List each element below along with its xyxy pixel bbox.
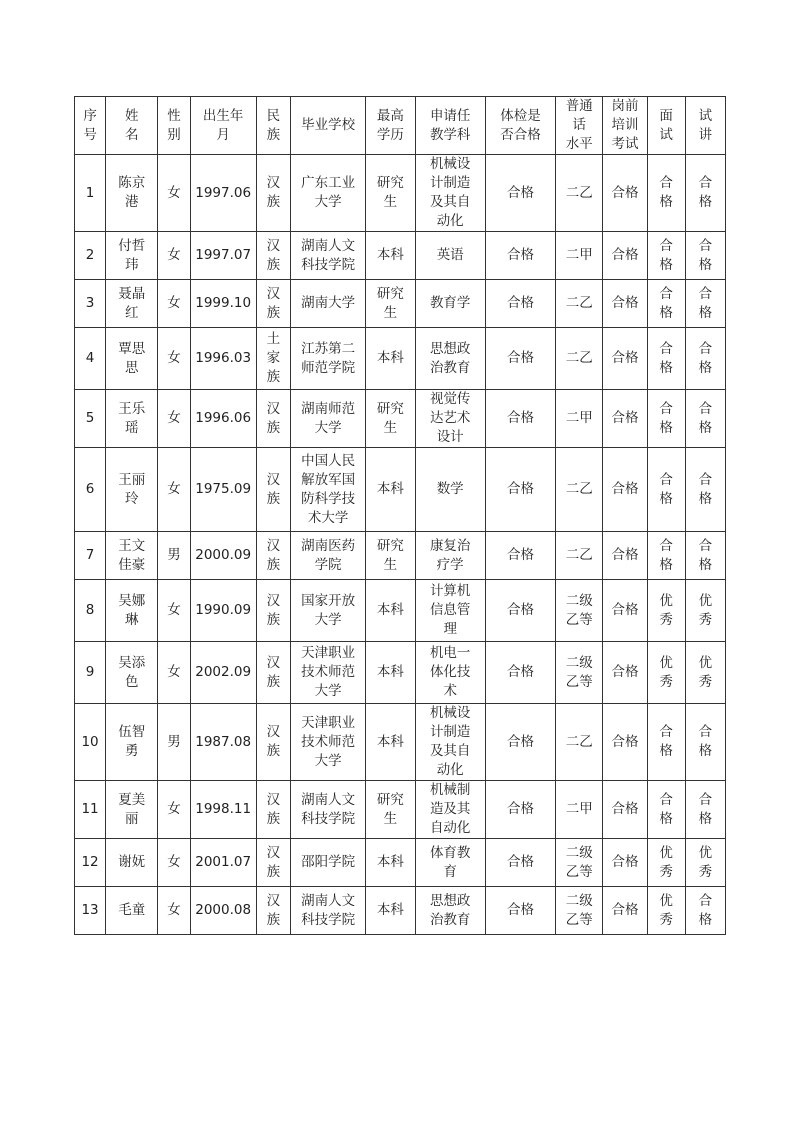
cell-name: 毛童 [106,887,158,935]
cell-education: 本科 [366,232,415,280]
table-row [75,532,726,580]
cell-mandarin-level: 二乙 [556,704,603,781]
cell-interview: 合 格 [647,704,685,781]
cell-health-check: 合格 [485,580,555,642]
cell-birth-date: 2000.08 [190,887,256,935]
column-header-gender: 性 别 [158,97,190,155]
cell-index: 5 [75,390,106,448]
cell-subject: 数学 [415,448,485,532]
cell-index: 7 [75,532,106,580]
cell-birth-date: 2002.09 [190,642,256,704]
cell-subject: 机械设 计制造 及其自 动化 [415,704,485,781]
cell-name: 陈京 港 [106,155,158,232]
cell-interview: 优 秀 [647,839,685,887]
cell-name: 王乐 瑶 [106,390,158,448]
cell-health-check: 合格 [485,642,555,704]
cell-name: 聂晶 红 [106,280,158,328]
cell-index: 11 [75,781,106,839]
column-header-subject: 申请任 教学科 [415,97,485,155]
column-header-interview: 面 试 [647,97,685,155]
cell-school: 湖南人文 科技学院 [290,232,365,280]
cell-interview: 合 格 [647,448,685,532]
cell-education: 本科 [366,328,415,390]
cell-school: 湖南医药 学院 [290,532,365,580]
cell-ethnicity: 汉 族 [256,839,290,887]
cell-trial-lecture: 合 格 [685,532,725,580]
cell-ethnicity: 汉 族 [256,448,290,532]
cell-index: 9 [75,642,106,704]
table-row [75,155,726,232]
cell-mandarin-level: 二乙 [556,448,603,532]
cell-school: 江苏第二 师范学院 [290,328,365,390]
cell-gender: 女 [158,390,190,448]
cell-ethnicity: 土 家 族 [256,328,290,390]
cell-subject: 英语 [415,232,485,280]
cell-health-check: 合格 [485,532,555,580]
cell-training-exam: 合格 [603,155,647,232]
column-header-training-exam: 岗前 培训 考试 [603,97,647,155]
cell-gender: 女 [158,448,190,532]
column-header-trial-lecture: 试 讲 [685,97,725,155]
cell-mandarin-level: 二级 乙等 [556,642,603,704]
table-row [75,839,726,887]
cell-ethnicity: 汉 族 [256,390,290,448]
column-header-index: 序 号 [75,97,106,155]
cell-ethnicity: 汉 族 [256,280,290,328]
cell-index: 6 [75,448,106,532]
cell-birth-date: 1987.08 [190,704,256,781]
cell-school: 湖南人文 科技学院 [290,781,365,839]
cell-name: 付哲 玮 [106,232,158,280]
column-header-ethnicity: 民 族 [256,97,290,155]
cell-name: 王丽 玲 [106,448,158,532]
cell-mandarin-level: 二级 乙等 [556,839,603,887]
cell-interview: 优 秀 [647,642,685,704]
cell-gender: 女 [158,232,190,280]
cell-birth-date: 1998.11 [190,781,256,839]
cell-mandarin-level: 二乙 [556,328,603,390]
cell-birth-date: 1996.06 [190,390,256,448]
cell-ethnicity: 汉 族 [256,232,290,280]
cell-index: 13 [75,887,106,935]
cell-training-exam: 合格 [603,532,647,580]
cell-training-exam: 合格 [603,704,647,781]
table-row [75,887,726,935]
cell-ethnicity: 汉 族 [256,887,290,935]
cell-trial-lecture: 合 格 [685,328,725,390]
cell-school: 湖南师范 大学 [290,390,365,448]
cell-subject: 康复治 疗学 [415,532,485,580]
column-header-birth-date: 出生年 月 [190,97,256,155]
cell-mandarin-level: 二乙 [556,532,603,580]
column-header-school: 毕业学校 [290,97,365,155]
cell-ethnicity: 汉 族 [256,155,290,232]
cell-gender: 女 [158,155,190,232]
column-header-education: 最高 学历 [366,97,415,155]
cell-subject: 计算机 信息管 理 [415,580,485,642]
cell-mandarin-level: 二甲 [556,390,603,448]
column-header-name: 姓 名 [106,97,158,155]
table-row [75,328,726,390]
cell-birth-date: 1997.07 [190,232,256,280]
cell-interview: 优 秀 [647,580,685,642]
cell-education: 本科 [366,580,415,642]
cell-subject: 思想政 治教育 [415,887,485,935]
cell-school: 中国人民 解放军国 防科学技 术大学 [290,448,365,532]
cell-interview: 合 格 [647,532,685,580]
cell-education: 本科 [366,839,415,887]
cell-ethnicity: 汉 族 [256,781,290,839]
cell-gender: 女 [158,781,190,839]
cell-interview: 合 格 [647,280,685,328]
cell-mandarin-level: 二乙 [556,155,603,232]
cell-trial-lecture: 优 秀 [685,580,725,642]
cell-name: 伍智 勇 [106,704,158,781]
cell-school: 湖南人文 科技学院 [290,887,365,935]
cell-education: 研究 生 [366,390,415,448]
cell-trial-lecture: 合 格 [685,232,725,280]
cell-school: 广东工业 大学 [290,155,365,232]
cell-health-check: 合格 [485,448,555,532]
cell-education: 本科 [366,448,415,532]
cell-birth-date: 2000.09 [190,532,256,580]
table-row [75,280,726,328]
cell-trial-lecture: 优 秀 [685,642,725,704]
cell-interview: 合 格 [647,232,685,280]
cell-interview: 合 格 [647,155,685,232]
cell-interview: 合 格 [647,781,685,839]
candidate-table [74,96,726,935]
cell-trial-lecture: 合 格 [685,390,725,448]
cell-subject: 机械设 计制造 及其自 动化 [415,155,485,232]
cell-name: 吴娜 琳 [106,580,158,642]
cell-training-exam: 合格 [603,642,647,704]
cell-training-exam: 合格 [603,232,647,280]
cell-birth-date: 1997.06 [190,155,256,232]
table-row [75,448,726,532]
cell-birth-date: 1975.09 [190,448,256,532]
cell-health-check: 合格 [485,328,555,390]
cell-gender: 男 [158,532,190,580]
cell-education: 本科 [366,642,415,704]
cell-school: 邵阳学院 [290,839,365,887]
cell-subject: 视觉传 达艺术 设计 [415,390,485,448]
cell-ethnicity: 汉 族 [256,704,290,781]
cell-subject: 思想政 治教育 [415,328,485,390]
header-row [75,97,726,155]
cell-index: 4 [75,328,106,390]
cell-trial-lecture: 合 格 [685,155,725,232]
cell-school: 天津职业 技术师范 大学 [290,642,365,704]
cell-gender: 男 [158,704,190,781]
cell-education: 研究 生 [366,155,415,232]
cell-mandarin-level: 二甲 [556,232,603,280]
cell-education: 本科 [366,704,415,781]
cell-interview: 优 秀 [647,887,685,935]
cell-ethnicity: 汉 族 [256,642,290,704]
table-row [75,642,726,704]
cell-gender: 女 [158,328,190,390]
cell-index: 2 [75,232,106,280]
cell-training-exam: 合格 [603,839,647,887]
cell-ethnicity: 汉 族 [256,580,290,642]
cell-birth-date: 1996.03 [190,328,256,390]
cell-gender: 女 [158,280,190,328]
cell-gender: 女 [158,839,190,887]
cell-index: 3 [75,280,106,328]
cell-name: 王文 佳豪 [106,532,158,580]
cell-trial-lecture: 优 秀 [685,839,725,887]
cell-interview: 合 格 [647,328,685,390]
cell-education: 本科 [366,887,415,935]
cell-subject: 机械制 造及其 自动化 [415,781,485,839]
cell-index: 8 [75,580,106,642]
cell-health-check: 合格 [485,704,555,781]
cell-training-exam: 合格 [603,280,647,328]
cell-trial-lecture: 合 格 [685,280,725,328]
cell-mandarin-level: 二甲 [556,781,603,839]
cell-name: 吴添 色 [106,642,158,704]
cell-health-check: 合格 [485,887,555,935]
cell-training-exam: 合格 [603,580,647,642]
cell-ethnicity: 汉 族 [256,532,290,580]
cell-subject: 机电一 体化技 术 [415,642,485,704]
cell-education: 研究 生 [366,781,415,839]
cell-school: 国家开放 大学 [290,580,365,642]
table-row [75,704,726,781]
cell-name: 夏美 丽 [106,781,158,839]
cell-trial-lecture: 合 格 [685,448,725,532]
cell-birth-date: 1999.10 [190,280,256,328]
cell-subject: 体育教 育 [415,839,485,887]
cell-school: 湖南大学 [290,280,365,328]
cell-name: 覃思 思 [106,328,158,390]
table-row [75,390,726,448]
cell-mandarin-level: 二级 乙等 [556,580,603,642]
cell-health-check: 合格 [485,155,555,232]
cell-subject: 教育学 [415,280,485,328]
cell-health-check: 合格 [485,232,555,280]
cell-school: 天津职业 技术师范 大学 [290,704,365,781]
cell-interview: 合 格 [647,390,685,448]
cell-health-check: 合格 [485,390,555,448]
cell-health-check: 合格 [485,839,555,887]
cell-training-exam: 合格 [603,390,647,448]
cell-training-exam: 合格 [603,781,647,839]
cell-index: 12 [75,839,106,887]
table-row [75,580,726,642]
cell-training-exam: 合格 [603,448,647,532]
cell-gender: 女 [158,580,190,642]
cell-health-check: 合格 [485,280,555,328]
cell-trial-lecture: 合 格 [685,781,725,839]
cell-trial-lecture: 合 格 [685,887,725,935]
table-row [75,232,726,280]
cell-education: 研究 生 [366,532,415,580]
cell-gender: 女 [158,642,190,704]
cell-mandarin-level: 二级 乙等 [556,887,603,935]
cell-birth-date: 1990.09 [190,580,256,642]
cell-mandarin-level: 二乙 [556,280,603,328]
cell-health-check: 合格 [485,781,555,839]
cell-index: 10 [75,704,106,781]
cell-training-exam: 合格 [603,328,647,390]
cell-education: 研究 生 [366,280,415,328]
cell-gender: 女 [158,887,190,935]
column-header-health-check: 体检是 否合格 [485,97,555,155]
cell-training-exam: 合格 [603,887,647,935]
cell-trial-lecture: 合 格 [685,704,725,781]
cell-index: 1 [75,155,106,232]
table-row [75,781,726,839]
column-header-mandarin-level: 普通 话 水平 [556,97,603,155]
cell-birth-date: 2001.07 [190,839,256,887]
cell-name: 谢妩 [106,839,158,887]
